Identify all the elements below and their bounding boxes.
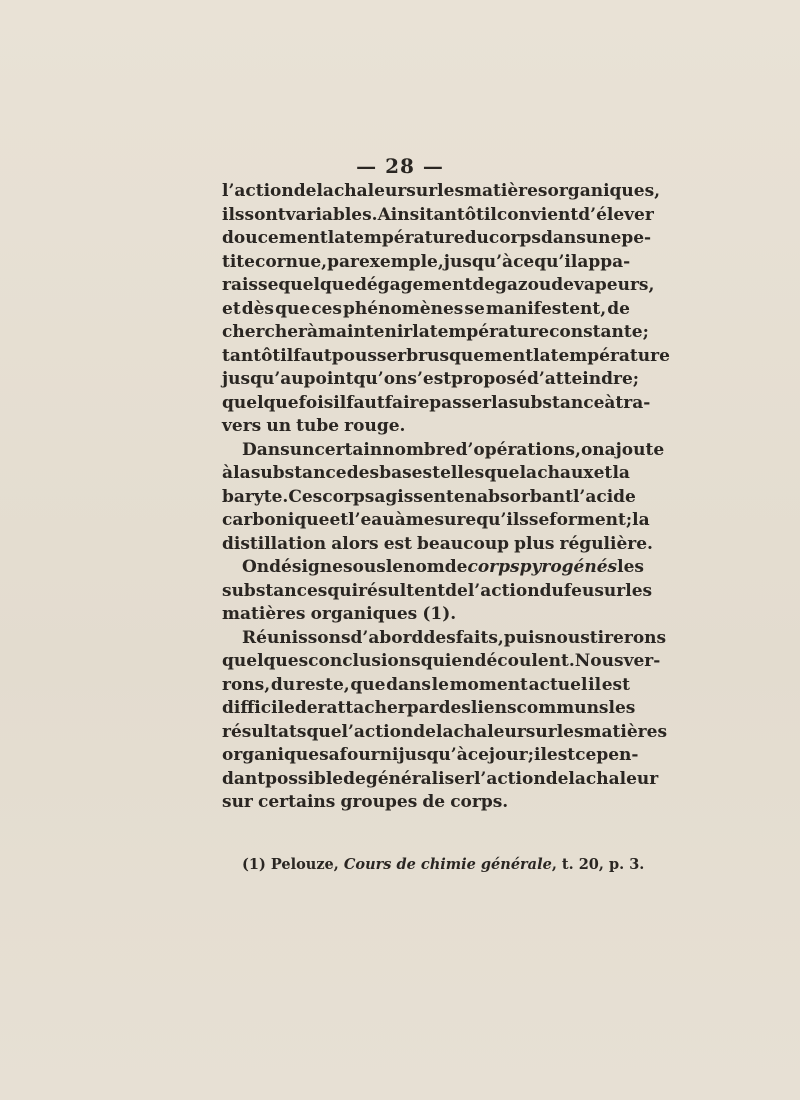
word: nom (403, 557, 445, 577)
word: à (306, 322, 318, 342)
word: les (608, 698, 636, 718)
word: substance (508, 392, 605, 413)
word: de (343, 768, 366, 789)
page-number: — 28 — (356, 154, 444, 178)
word: de (413, 721, 436, 742)
word: corps. (450, 792, 509, 812)
word: forment; (549, 510, 633, 530)
word: généraliser (365, 768, 474, 789)
body-text (222, 180, 670, 815)
word: appa- (577, 251, 631, 272)
word: matières (583, 721, 668, 742)
word: que (484, 463, 520, 483)
word: phénomènes (343, 298, 464, 319)
word: l’action (467, 580, 540, 601)
word: en (451, 651, 475, 671)
word: chaleur (585, 768, 659, 789)
word: dès (241, 298, 275, 319)
word: une (585, 228, 622, 248)
text-line (222, 603, 630, 627)
word: un (266, 416, 292, 436)
word: température (429, 322, 550, 342)
word: il (280, 345, 294, 366)
word: tra- (615, 392, 651, 413)
text-line (222, 251, 630, 275)
word: de (294, 698, 318, 718)
word: et (329, 510, 349, 530)
word: raisse (222, 275, 279, 295)
word: vers (222, 416, 262, 436)
word: jusqu’à (443, 251, 514, 272)
word: que (275, 298, 311, 319)
text-line (222, 791, 630, 815)
word: se (528, 510, 550, 530)
word: il (588, 674, 602, 695)
word: bases (379, 463, 433, 483)
word: la (233, 463, 251, 483)
word: alors (331, 533, 379, 554)
word: corps (467, 557, 520, 577)
word: possible (265, 768, 344, 789)
word: la (612, 463, 630, 483)
word: chaux (537, 463, 594, 483)
word: de (545, 768, 569, 789)
word: la (412, 322, 430, 342)
text-line (222, 298, 630, 322)
text-line (222, 556, 644, 580)
word: difficile (222, 698, 295, 718)
word: est (601, 674, 630, 695)
word: un (289, 439, 315, 460)
word: que (350, 674, 386, 695)
text-line (222, 744, 639, 768)
word: plus (514, 533, 555, 554)
word: quelque (278, 275, 355, 295)
word: du (270, 674, 296, 695)
word: de (472, 275, 496, 295)
word: rons, (222, 674, 271, 695)
word: organiques (222, 745, 329, 765)
text-line (222, 533, 653, 557)
word: tantôt (425, 204, 484, 225)
word: jour; (488, 745, 534, 765)
word: beaucoup (417, 533, 510, 554)
word: pousser (331, 345, 407, 366)
text-line (222, 486, 636, 510)
word: reste, (295, 674, 350, 695)
word: chaleur (453, 721, 526, 742)
word: à (394, 510, 406, 530)
word: matières (464, 181, 548, 201)
word: sur (594, 580, 626, 601)
word: tirerons (589, 627, 667, 648)
word: l’acide (572, 486, 636, 507)
word: faut (293, 345, 332, 366)
word: tantôt (222, 345, 281, 366)
word: sont (244, 204, 286, 225)
word: constante; (549, 322, 649, 342)
word: qu’il (534, 251, 578, 272)
word: quelquefois (222, 392, 334, 413)
word: sous (342, 557, 386, 577)
word: l’action (473, 768, 546, 789)
word: Nous (574, 651, 624, 671)
word: convient (496, 204, 579, 225)
word: à (604, 392, 616, 413)
word: distillation (222, 533, 327, 554)
text-line (222, 392, 651, 416)
word: certains (257, 792, 336, 812)
word: ver- (623, 651, 661, 671)
word: ils (222, 204, 245, 225)
word: du (464, 228, 489, 248)
word: carbonique (222, 510, 330, 530)
word: Réunissons (242, 627, 351, 648)
word: en (453, 486, 478, 507)
word: corps (322, 486, 375, 507)
word: manifestent, (485, 298, 607, 319)
word: liens (470, 698, 517, 718)
text-line (222, 227, 652, 251)
word: se (464, 298, 485, 319)
text-line (222, 439, 665, 463)
word: d’élever (578, 204, 654, 225)
word: par (327, 251, 359, 272)
word: fourni (339, 745, 399, 765)
word: l’eau (348, 510, 395, 530)
word: qui (327, 580, 359, 601)
word: des (346, 463, 380, 483)
word: découlent. (474, 651, 575, 671)
word: nous (544, 627, 590, 648)
word: de (607, 298, 630, 319)
text-line (222, 721, 668, 745)
word: jusqu’à (398, 745, 468, 765)
word: s’est (407, 369, 452, 389)
word: la (491, 392, 509, 413)
word: résultent (358, 580, 446, 601)
word: qu’on (353, 369, 408, 389)
text-line (222, 627, 667, 651)
word: et (593, 463, 613, 483)
word: feu (563, 580, 595, 601)
word: des (423, 627, 456, 648)
word: exemple, (358, 251, 444, 272)
word: agissent (374, 486, 454, 507)
text-line (222, 580, 653, 604)
word: de (445, 580, 468, 601)
word: d’atteindre; (526, 369, 640, 389)
word: le (385, 557, 404, 577)
word: par (406, 698, 439, 718)
word: dans (386, 674, 431, 695)
word: Dans (242, 439, 290, 460)
word: la (533, 345, 551, 366)
word: rattacher (317, 698, 407, 718)
word: qui (420, 651, 452, 671)
word: organiques (310, 604, 418, 624)
word: substance (250, 463, 347, 483)
word: il (534, 745, 547, 765)
word: du (539, 580, 564, 601)
word: nombre (382, 439, 456, 460)
word: organiques, (547, 181, 661, 201)
word: qu’ils (476, 510, 529, 530)
word: quelques (222, 651, 309, 671)
word: brusquement (406, 345, 534, 366)
word: résultats (222, 721, 307, 742)
word: de (293, 181, 317, 201)
word: pyrogénés (519, 557, 618, 577)
word: les (625, 580, 653, 601)
word: la (519, 463, 538, 483)
word: de (444, 557, 468, 577)
word: de (551, 275, 574, 295)
word: à (222, 463, 234, 483)
word: on (580, 439, 605, 460)
word: la (316, 181, 334, 201)
word: gaz (495, 275, 528, 295)
word: conclusions (308, 651, 421, 671)
word: pe- (621, 228, 652, 248)
word: ce (513, 251, 535, 272)
word: ajoute (604, 439, 665, 460)
text-line (222, 768, 659, 792)
footnote-marker: (1) Pelouze, (242, 856, 344, 873)
word: tite (222, 251, 255, 272)
word: cornue, (254, 251, 328, 272)
word: désigne (269, 557, 343, 577)
word: groupes (340, 792, 418, 812)
word: la (435, 721, 454, 742)
word: ou (527, 275, 552, 295)
word: sur (406, 181, 438, 201)
word: la (632, 510, 650, 530)
word: sur (525, 721, 557, 742)
word: jusqu’au (222, 369, 304, 389)
word: telles (432, 463, 485, 483)
word: dans (540, 228, 586, 248)
word: cepen- (575, 745, 639, 765)
word: il (333, 392, 347, 413)
word: substances (222, 580, 328, 601)
word: passer (429, 392, 492, 413)
word: maintenir (317, 322, 413, 342)
word: moment (449, 674, 528, 695)
word: les (617, 557, 644, 577)
word: (1). (422, 604, 457, 624)
word: température (345, 228, 465, 248)
word: vapeurs, (573, 275, 655, 295)
word: variables. (285, 204, 378, 225)
word: le (431, 674, 449, 695)
word: les (556, 721, 584, 742)
word: proposé (451, 369, 527, 389)
footnote (242, 856, 645, 873)
word: corps (488, 228, 541, 248)
text-line (222, 345, 670, 369)
word: doucement (222, 228, 328, 248)
word: ces (311, 298, 342, 319)
text-line (222, 180, 661, 204)
word: les (437, 181, 465, 201)
text-line (222, 274, 655, 298)
word: absorbant (477, 486, 573, 507)
word: baryte. (222, 486, 289, 507)
text-line (222, 697, 636, 721)
word: la (327, 228, 346, 248)
word: Ces (288, 486, 323, 507)
word: faut (346, 392, 385, 413)
word: a (328, 745, 340, 765)
text-line (222, 462, 630, 486)
word: On (242, 557, 270, 577)
word: dant (222, 768, 266, 789)
word: que (306, 721, 342, 742)
word: d’abord (350, 627, 424, 648)
word: Ainsi (377, 204, 426, 225)
word: dégagement (354, 275, 473, 295)
text-line (222, 650, 661, 674)
text-line (222, 204, 654, 228)
word: tube (296, 416, 340, 436)
word: régulière. (559, 533, 653, 554)
word: faits, (455, 627, 504, 648)
text-line (222, 674, 630, 698)
word: matières (222, 604, 306, 624)
word: de (422, 792, 446, 812)
word: l’action (222, 181, 294, 201)
word: ce (467, 745, 489, 765)
word: il (483, 204, 497, 225)
word: des (438, 698, 471, 718)
word: chercher (222, 322, 307, 342)
word: certain (314, 439, 383, 460)
word: sur (222, 792, 253, 812)
footnote-rest: , t. 20, p. 3. (551, 856, 645, 873)
word: est (546, 745, 576, 765)
word: communs (516, 698, 609, 718)
word: rouge. (344, 416, 406, 436)
word: puis (503, 627, 545, 648)
word: et (222, 298, 241, 319)
word: température (550, 345, 670, 366)
text-line (222, 415, 630, 439)
word: la (568, 768, 586, 789)
word: point (303, 369, 354, 389)
word: mesure (405, 510, 477, 530)
text-line (222, 368, 640, 392)
text-line (222, 509, 650, 533)
word: l’action (341, 721, 414, 742)
word: faire (384, 392, 430, 413)
text-line (222, 321, 649, 345)
word: d’opérations, (455, 439, 581, 460)
word: chaleur (333, 181, 407, 201)
footnote-title: Cours de chimie générale (343, 856, 552, 873)
word: actuel (528, 674, 588, 695)
word: est (383, 533, 412, 554)
